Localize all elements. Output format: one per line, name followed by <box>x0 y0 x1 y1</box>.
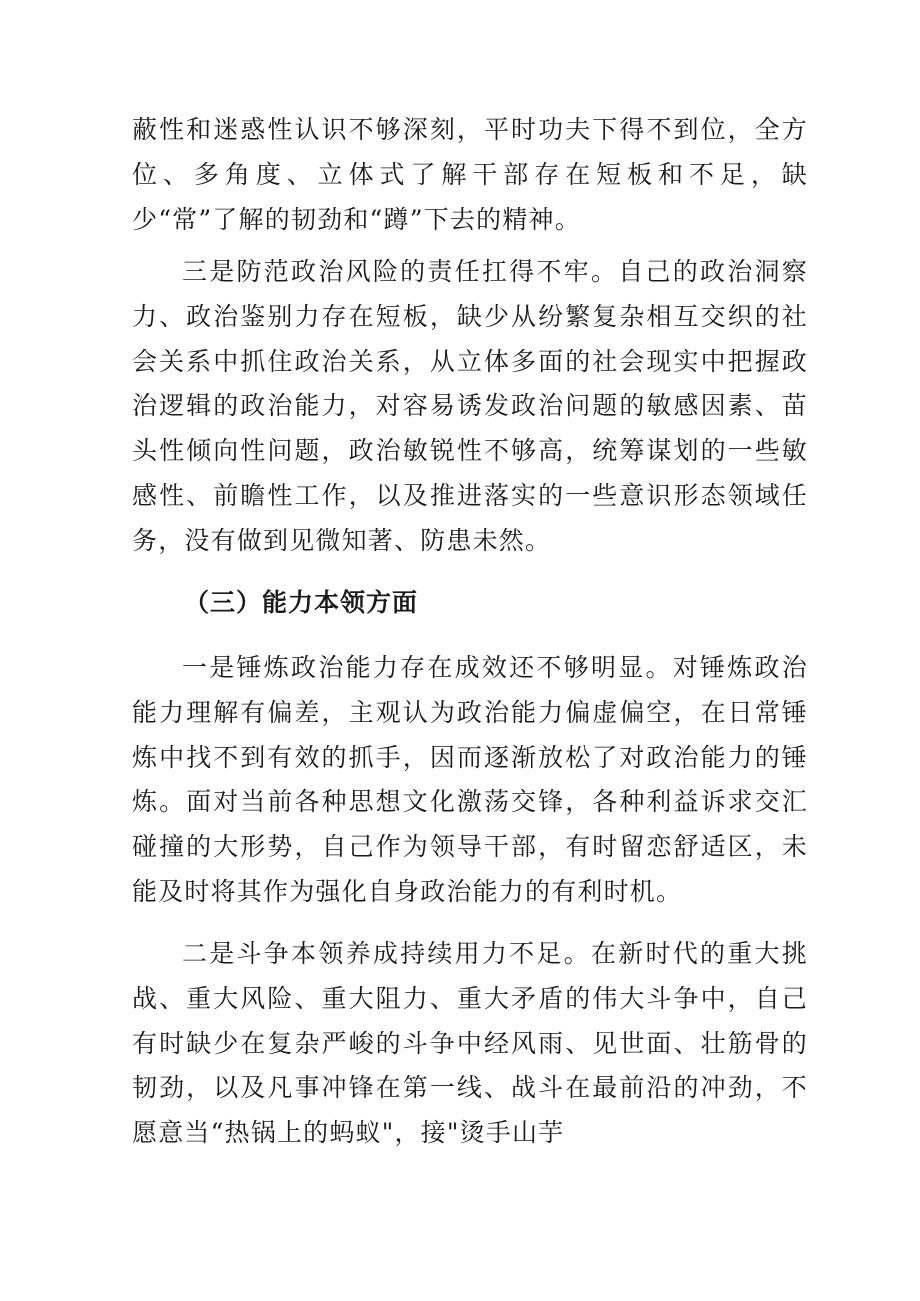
paragraph-continuation: 蔽性和迷惑性认识不够深刻，平时功夫下得不到位，全方位、多角度、立体式了解干部存在短板和不足，缺少“常”了解的韧劲和“蹲”下去的精神。 <box>132 115 808 234</box>
paragraph-political-risk: 三是防范政治风险的责任扛得不牢。自己的政治洞察力、政治鉴别力存在短板，缺少从纷繁复杂相互交织的社会关系中抓住政治关系，从立体多面的社会现实中把握政治逻辑的政治能力，对容易诱发政治问题的敏感因素、苗头性倾向性问题，政治敏锐性不够高，统筹谋划的一些敏感性、前瞻性工作，以及推进落实的一些意识形态领域任务，没有做到见微知著、防患未然。 <box>132 257 808 555</box>
section-heading: （三）能力本领方面 <box>184 588 419 617</box>
paragraph-struggle-skill: 二是斗争本领养成持续用力不足。在新时代的重大挑战、重大风险、重大阻力、重大矛盾的伟大斗争中，自己有时缺少在复杂严峻的斗争中经风雨、见世面、壮筋骨的韧劲，以及凡事冲锋在第一线、战斗在最前沿的冲劲，不愿意当“热锅上的蚂蚁"，接"烫手山芋 <box>132 939 808 1148</box>
paragraph-political-ability: 一是锤炼政治能力存在成效还不够明显。对锤炼政治能力理解有偏差，主观认为政治能力偏虚偏空，在日常锤炼中找不到有效的抓手，因而逐渐放松了对政治能力的锤炼。面对当前各种思想文化激荡交锋，各种利益诉求交汇碰撞的大形势，自己作为领导干部，有时留恋舒适区，未能及时将其作为强化自身政治能力的有利时机。 <box>132 653 808 906</box>
